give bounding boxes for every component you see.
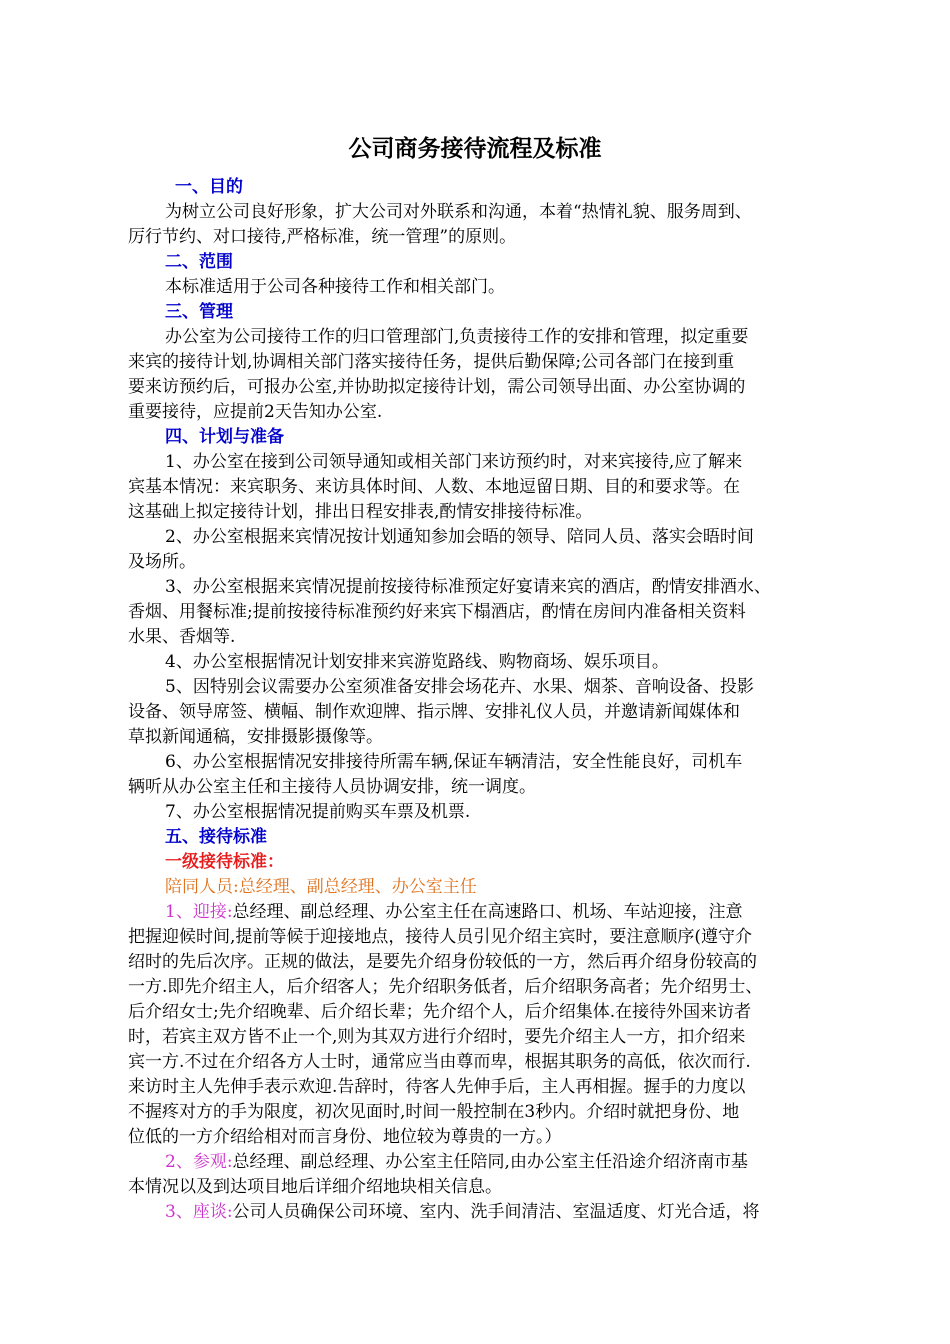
paragraph-line: 要来访预约后，可报办公室,并协助拟定接待计划，需公司领导出面、办公室协调的 <box>128 377 746 397</box>
paragraph-line: 3、座谈:公司人员确保公司环境、室内、洗手间清洁、室温适度、灯光合适，将 <box>165 1202 760 1222</box>
paragraph-line: 位低的一方介绍给相对而言身份、地位较为尊贵的一方。） <box>128 1127 562 1147</box>
paragraph-line: 不握疼对方的手为限度，初次见面时,时间一般控制在3秒内。介绍时就把身份、地 <box>128 1102 740 1122</box>
paragraph-line: 时，若宾主双方皆不止一个,则为其双方进行介绍时，要先介绍主人一方，扣介绍来 <box>128 1027 746 1047</box>
paragraph-line: 1、办公室在接到公司领导通知或相关部门来访预约时，对来宾接待,应了解来 <box>165 452 743 472</box>
section-heading-standards: 五、接待标准 <box>165 827 267 847</box>
paragraph-line: 本标准适用于公司各种接待工作和相关部门。 <box>165 277 505 297</box>
paragraph-line: 4、办公室根据情况计划安排来宾游览路线、购物商场、娱乐项目。 <box>165 652 669 672</box>
paragraph-line: 绍时的先后次序。正规的做法，是要先介绍身份较低的一方，然后再介绍身份较高的 <box>128 952 757 972</box>
paragraph-line: 来访时主人先伸手表示欢迎.告辞时，待客人先伸手后，主人再相握。握手的力度以 <box>128 1077 746 1097</box>
section-heading-planning: 四、计划与准备 <box>165 427 284 447</box>
paragraph-line: 这基础上拟定接待计划，排出日程安排表,酌情安排接待标准。 <box>128 502 593 522</box>
paragraph-line: 来宾的接待计划,协调相关部门落实接待任务，提供后勤保障;公司各部门在接到重 <box>128 352 735 372</box>
section-heading-purpose: 一、目的 <box>175 177 243 197</box>
paragraph-line: 6、办公室根据情况安排接待所需车辆,保证车辆清洁，安全性能良好，司机车 <box>165 752 743 772</box>
paragraph-line: 2、办公室根据来宾情况按计划通知参加会晤的领导、陪同人员、落实会晤时间 <box>165 527 754 547</box>
paragraph-line: 3、办公室根据来宾情况提前按接待标准预定好宴请来宾的酒店，酌情安排酒水、 <box>165 577 771 597</box>
paragraph-line: 7、办公室根据情况提前购买车票及机票. <box>165 802 471 822</box>
paragraph-line: 草拟新闻通稿，安排摄影摄像等。 <box>128 727 383 747</box>
paragraph-line: 设备、领导席签、横幅、制作欢迎牌、指示牌、安排礼仪人员，并邀请新闻媒体和 <box>128 702 740 722</box>
paragraph-line: 为树立公司良好形象，扩大公司对外联系和沟通，本着“热情礼貌、服务周到、 <box>165 202 752 222</box>
paragraph-line: 辆听从办公室主任和主接待人员协调安排，统一调度。 <box>128 777 536 797</box>
paragraph-line: 2、参观:总经理、副总经理、办公室主任陪同,由办公室主任沿途介绍济南市基 <box>165 1152 748 1172</box>
paragraph-line: 后介绍女士;先介绍晚辈、后介绍长辈；先介绍个人，后介绍集体.在接待外国来访者 <box>128 1002 752 1022</box>
section-heading-management: 三、管理 <box>165 302 233 322</box>
item-label-welcome: 1、迎接: <box>165 902 233 922</box>
paragraph-line: 一方.即先介绍主人，后介绍客人；先介绍职务低者，后介绍职务高者；先介绍男士、 <box>128 977 763 997</box>
accompanying-staff-line: 陪同人员:总经理、副总经理、办公室主任 <box>165 877 477 897</box>
paragraph-line: 把握迎候时间,提前等候于迎接地点，接待人员引见介绍主宾时，要注意顺序(遵守介 <box>128 927 753 947</box>
item-label-meeting: 3、座谈: <box>165 1202 233 1222</box>
paragraph-line: 宾一方.不过在介绍各方人士时，通常应当由尊而卑，根据其职务的高低，依次而行. <box>128 1052 751 1072</box>
paragraph-line: 重要接待，应提前2天告知办公室. <box>128 402 383 422</box>
paragraph-line: 水果、香烟等. <box>128 627 236 647</box>
subheading-level-one: 一级接待标准： <box>165 852 284 872</box>
paragraph-line: 本情况以及到达项目地后详细介绍地块相关信息。 <box>128 1177 502 1197</box>
section-heading-scope: 二、范围 <box>165 252 233 272</box>
document-title: 公司商务接待流程及标准 <box>348 136 602 162</box>
paragraph-line: 宾基本情况：来宾职务、来访具体时间、人数、本地逗留日期、目的和要求等。在 <box>128 477 740 497</box>
paragraph-line: 及场所。 <box>128 552 196 572</box>
item-label-visit: 2、参观: <box>165 1152 233 1172</box>
paragraph-line: 5、因特别会议需要办公室须准备安排会场花卉、水果、烟茶、音响设备、投影 <box>165 677 754 697</box>
paragraph-line: 香烟、用餐标准;提前按接待标准预约好来宾下榻酒店，酌情在房间内准备相关资料 <box>128 602 746 622</box>
paragraph-line: 厉行节约、对口接待,严格标准，统一管理”的原则。 <box>128 227 517 247</box>
paragraph-line: 办公室为公司接待工作的归口管理部门,负责接待工作的安排和管理，拟定重要 <box>165 327 749 347</box>
paragraph-line: 1、迎接:总经理、副总经理、办公室主任在高速路口、机场、车站迎接，注意 <box>165 902 743 922</box>
